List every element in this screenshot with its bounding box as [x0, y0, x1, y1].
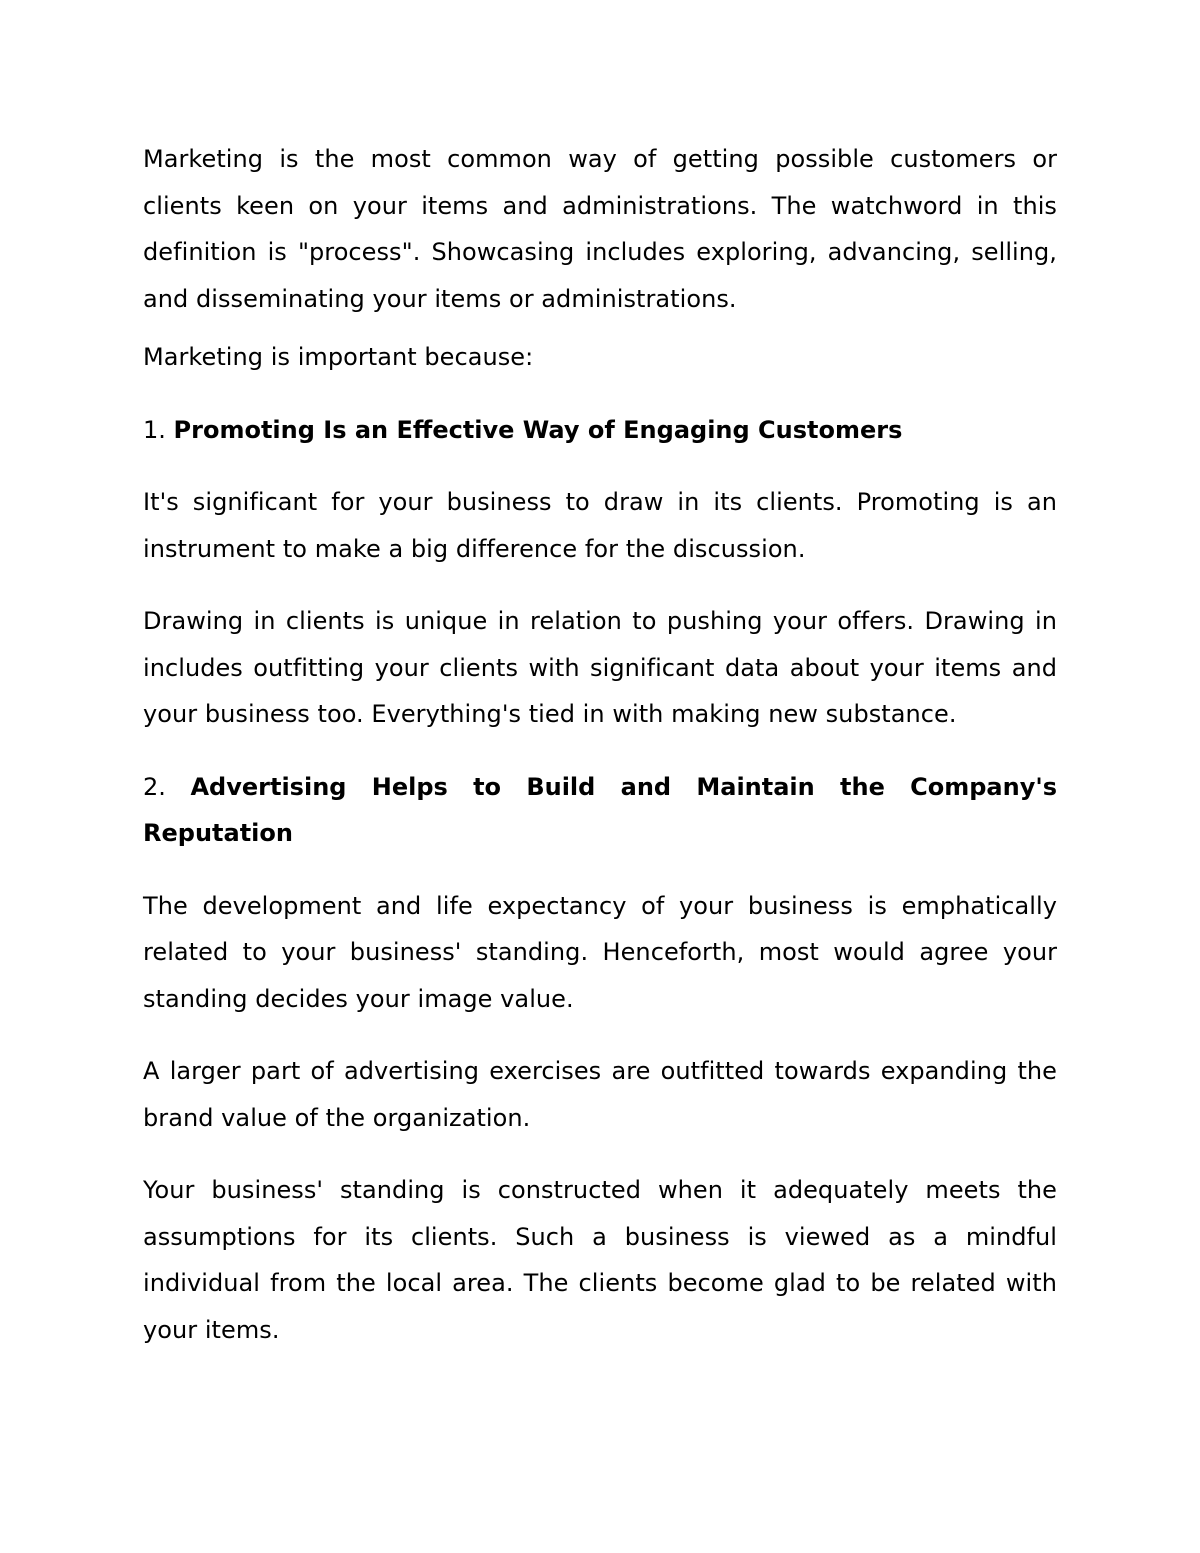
section-2-number: 2. — [143, 772, 166, 801]
section-2-title: Advertising Helps to Build and Maintain the Company's Reputation — [143, 772, 1057, 847]
lead-paragraph: Marketing is important because: — [143, 343, 534, 371]
section-2-paragraph: The development and life expectancy of your business is emphatically related to your business' standing. Henceforth, most would agree your standing decides your image value. — [143, 891, 1057, 1013]
section-1-title: Promoting Is an Effective Way of Engaging Customers — [173, 415, 903, 444]
intro-paragraph: Marketing is the most common way of getting possible customers or clients keen on your items and administrations. The watchword in this definition is "process". Showcasing includes exploring, advancing, selling, and disseminating your items or administrations. — [143, 145, 1057, 313]
section-2-heading — [143, 764, 1057, 857]
section-1-number: 1. — [143, 415, 166, 444]
section-1-heading — [143, 407, 1057, 454]
section-2-paragraph: Your business' standing is constructed when it adequately meets the assumptions for its clients. Such a business is viewed as a mindful individual from the local area. The clients become glad to be related with your items. — [143, 1176, 1057, 1344]
section-1-paragraph: Drawing in clients is unique in relation to pushing your offers. Drawing in includes outfitting your clients with significant data about your items and your business too. Everything's tied in with making new substance. — [143, 607, 1057, 728]
section-2-paragraph: A larger part of advertising exercises are outfitted towards expanding the brand value of the organization. — [143, 1057, 1057, 1132]
document-page — [143, 136, 1057, 1379]
section-1-paragraph: It's significant for your business to draw in its clients. Promoting is an instrument to make a big difference for the discussion. — [143, 488, 1057, 563]
